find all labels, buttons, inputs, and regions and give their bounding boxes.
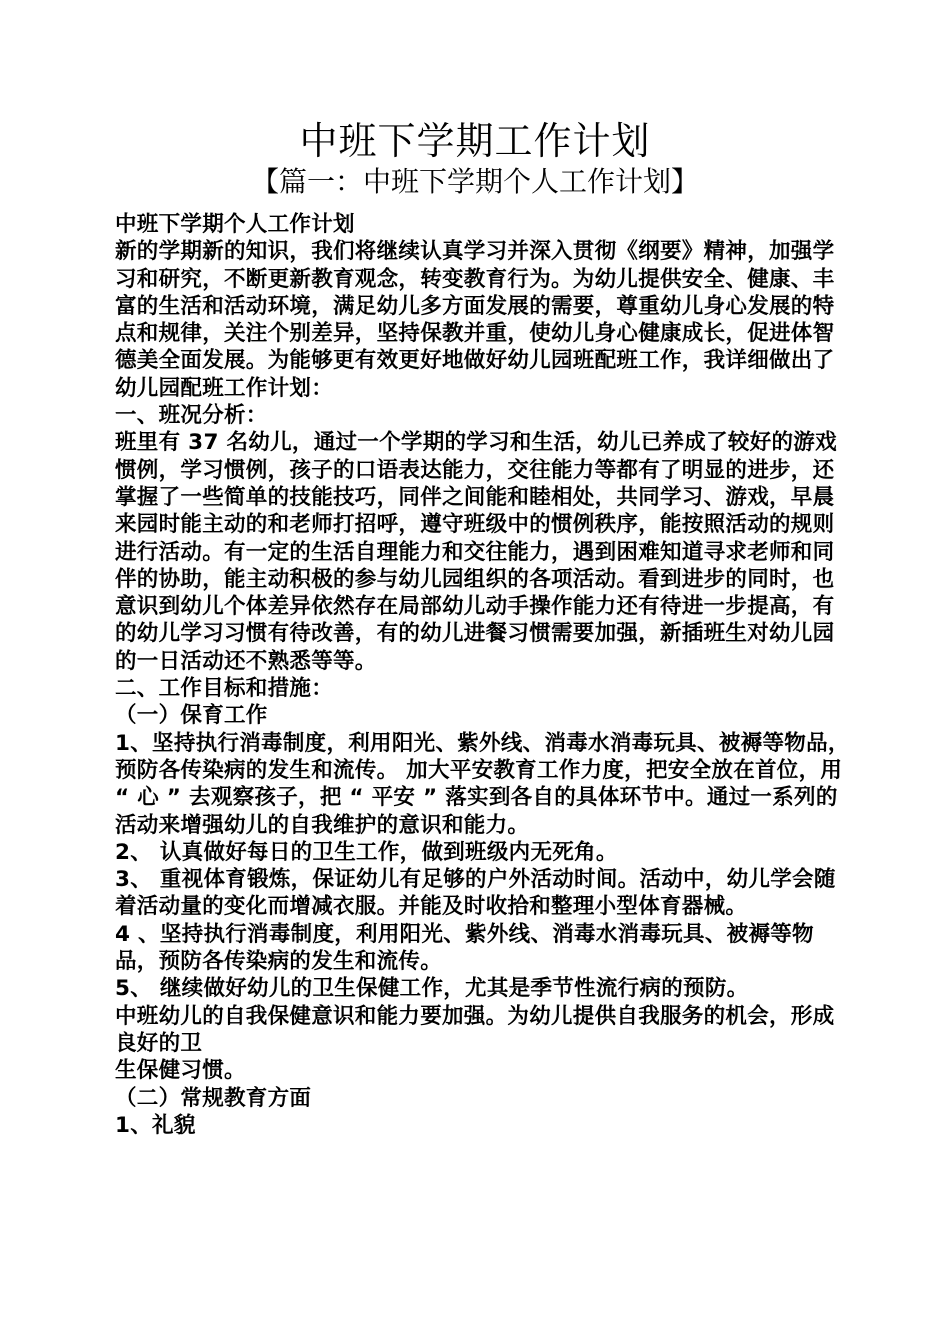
document-subtitle: 【篇一：中班下学期个人工作计划】 (250, 165, 699, 198)
care-item-1: 1、坚持执行消毒制度，利用阳光、紫外线、消毒水消毒玩具、被褥等物品，预防各传染病的发生和流传。 加大平安教育工作力度，把安全放在首位，用 “ 心 ” 去观察孩子，把 “ 平安 ” 落实到各自的具体环节中。通过一系列的活动来增强幼儿的自我维护的意识和能力。 (115, 730, 850, 838)
care-item-5-continued: 中班幼儿的自我保健意识和能力要加强。为幼儿提供自我服务的机会，形成良好的卫 (115, 1003, 835, 1056)
care-item-5: 5、 继续做好幼儿的卫生保健工作，尤其是季节性流行病的预防。 (115, 976, 749, 1002)
routine-item-1: 1、礼貌 (115, 1112, 196, 1138)
document-body (115, 211, 855, 1139)
intro-paragraph: 新的学期新的知识，我们将继续认真学习并深入贯彻《纲要》精神，加强学习和研究，不断更新教育观念，转变教育行为。为幼儿提供安全、健康、丰富的生活和活动环境，满足幼儿多方面发展的需要，尊重幼儿身心发展的特点和规律，关注个别差异，坚持保教并重，使幼儿身心健康成长，促进体智德美全面发展。为能够更有效更好地做好幼儿园班配班工作，我详细做出了幼儿园配班工作计划： (115, 239, 835, 401)
subsection-heading-routine: （二）常规教育方面 (115, 1085, 312, 1111)
section-heading-plan: 中班下学期个人工作计划 (115, 212, 355, 237)
section-heading-class-analysis: 一、班况分析： (115, 403, 268, 429)
subsection-heading-care: （一）保育工作 (115, 703, 268, 729)
section-heading-goals: 二、工作目标和措施： (115, 676, 334, 702)
care-item-3: 3、 重视体育锻炼，保证幼儿有足够的户外活动时间。活动中，幼儿学会随着活动量的变化而增减衣服。并能及时收拾和整理小型体育器械。 (115, 867, 836, 920)
care-item-5-end: 生保健习惯。 (115, 1058, 246, 1084)
care-item-4: 4 、坚持执行消毒制度，利用阳光、紫外线、消毒水消毒玩具、被褥等物品，预防各传染病的发生和流传。 (115, 921, 814, 975)
class-analysis-paragraph: 班里有 37 名幼儿，通过一个学期的学习和生活，幼儿已养成了较好的游戏惯例，学习惯例，孩子的口语表达能力，交往能力等都有了明显的进步，还掌握了一些简单的技能技巧，同伴之间能和睦相处，共同学习、游戏，早晨来园时能主动的和老师打招呼，遵守班级中的惯例秩序，能按照活动的规则进行活动。有一定的生活自理能力和交往能力，遇到困难知道寻求老师和同伴的协助，能主动积极的参与幼儿园组织的各项活动。看到进步的同时，也意识到幼儿个体差异依然存在局部幼儿动手操作能力还有待进一步提高，有的幼儿学习习惯有待改善，有的幼儿进餐习惯需要加强，新插班生对幼儿园的一日活动还不熟悉等等。 (115, 430, 837, 674)
care-item-2: 2、 认真做好每日的卫生工作，做到班级内无死角。 (115, 839, 618, 865)
document-title: 中班下学期工作计划 (299, 119, 651, 163)
